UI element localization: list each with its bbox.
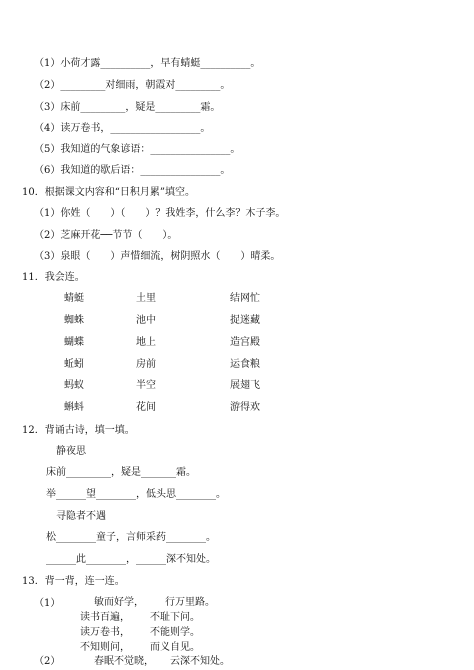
line-q9-6: （6）我知道的歇后语：________________。 [34,165,231,176]
match11-col2-item: 房前 [136,359,156,370]
poem2-title: 寻隐者不遇 [56,511,106,522]
match11-col1-item: 蜻蜓 [64,293,84,304]
match11-col3-item: 运食粮 [230,359,260,370]
line-q9-1: （1）小荷才露__________，早有蜻蜓__________。 [34,58,261,69]
line-q9-2: （2）_________对细雨，朝霞对_________。 [34,80,231,91]
match13-right-item: 行万里路。 [165,597,215,608]
match13-right-item: 不能则学。 [150,627,200,638]
match13-right-item: 而义自见。 [150,642,200,653]
match13-left-item: 读书百遍， [80,612,130,623]
match11-col3-item: 结网忙 [230,293,260,304]
match13-left-item: 春眠不觉晓， [94,656,154,667]
line-q10-2: （2）芝麻开花──节节（ ）。 [34,230,178,241]
match11-col1-item: 蚂蚁 [64,380,84,391]
question-13-heading: 13．背一背，连一连。 [22,576,125,587]
match11-col1-item: 蜘蛛 [64,315,84,326]
q13-2-number: （2） [34,656,61,667]
question-12-heading: 12．背诵古诗，填一填。 [22,425,135,436]
match11-col1-item: 蝌蚪 [64,402,84,413]
line-q9-3: （3）床前_________，疑是_________霜。 [34,102,221,113]
match11-col2-item: 地上 [136,337,156,348]
match11-col1-item: 蚯蚓 [64,359,84,370]
match13-right-item: 不耻下问。 [150,612,200,623]
match13-left-item: 敏而好学， [94,597,144,608]
line-q9-5: （5）我知道的气象谚语：________________。 [34,144,241,155]
match11-col2-item: 花间 [136,402,156,413]
match11-col2-item: 半空 [136,380,156,391]
poem1-title: 静夜思 [56,446,86,457]
match13-left-item: 不知则问， [80,642,130,653]
question-10-heading: 10．根据课文内容和“日积月累”填空。 [22,187,195,198]
match13-right-item: 云深不知处。 [170,656,230,667]
poem1-line1: 床前_________，疑是_______霜。 [46,467,196,478]
match11-col2-item: 池中 [136,315,156,326]
match11-col3-item: 展翅飞 [230,380,260,391]
q13-1-number: （1） [34,598,61,609]
match11-col2-item: 土里 [136,293,156,304]
line-q10-1: （1）你姓（ ）（ ）？我姓李，什么李？木子李。 [34,208,286,219]
match11-col3-item: 造宫殿 [230,337,260,348]
match13-left-item: 读万卷书， [80,627,130,638]
question-11-heading: 11．我会连。 [22,272,85,283]
line-q10-3: （3）泉眼（ ）声惜细流，树阴照水（ ）晴柔。 [34,251,281,262]
poem1-line2: 举______望________，低头思________。 [46,489,226,500]
match11-col1-item: 蝴蝶 [64,337,84,348]
poem2-line1: 松________童子，言师采药________。 [46,532,216,543]
poem2-line2: ______此________，______深不知处。 [46,554,216,565]
line-q9-4: （4）读万卷书，__________________。 [34,123,211,134]
match11-col3-item: 游得欢 [230,402,260,413]
match11-col3-item: 捉迷藏 [230,315,260,326]
